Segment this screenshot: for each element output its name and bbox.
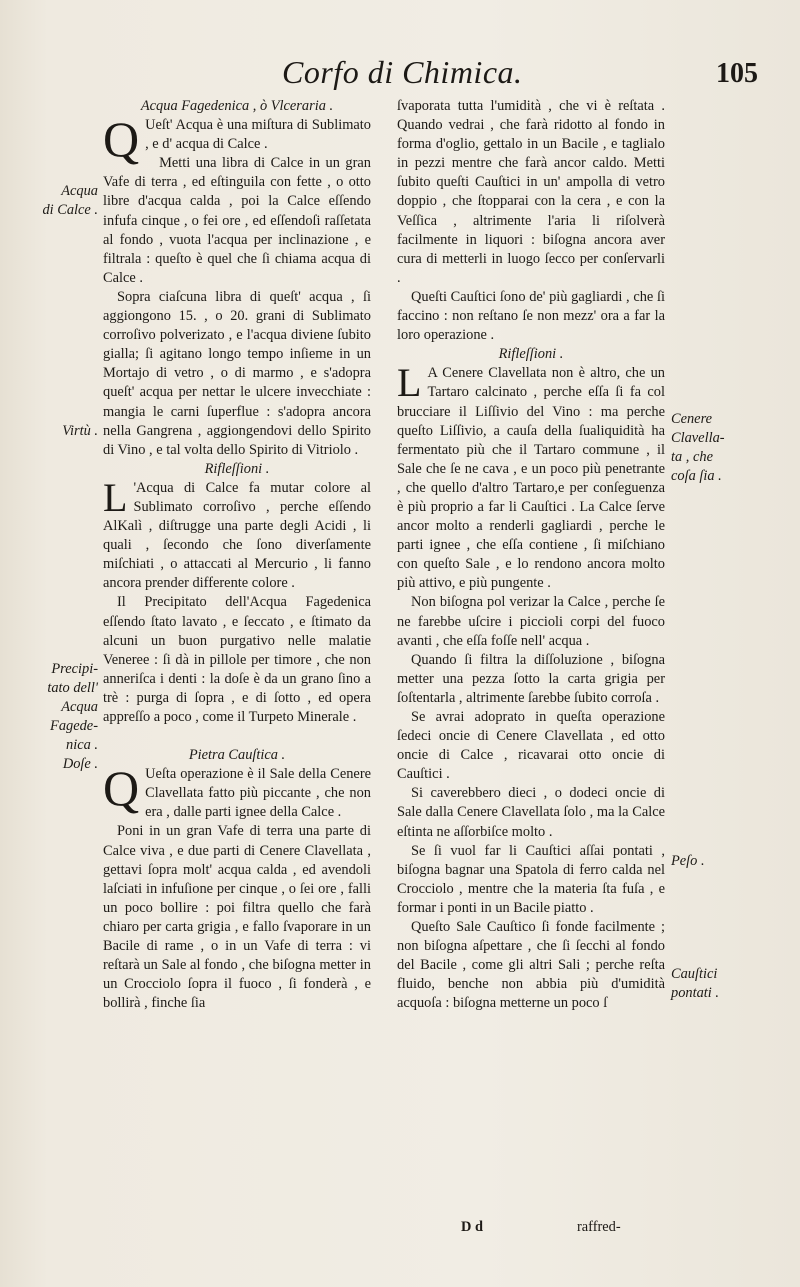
margin-note-line: Peſo . — [671, 853, 705, 869]
drop-cap: Q — [103, 111, 140, 168]
margin-note-line: ta , che — [671, 449, 713, 466]
paragraph-text: Ueſta operazione è il Sale della Cenere Clavellata fatto più piccante , che non era , dalle parti ignee della Calce . — [145, 766, 371, 821]
margin-note-line: Acqua — [61, 183, 98, 199]
paragraph: Non biſogna pol verizar la Calce , perche ſe ne farebbe uſcire i piccioli corpi del fuoco avanti , che eſſa foſſe nell' acqua . — [397, 594, 665, 649]
paragraph: Sopra ciaſcuna libra di queſt' acqua , ſi aggiongono 15. , o 20. grani di Sublimato corroſivo polverizato , e l'acqua diviene ſubito gialla; ſi agitano longo tempo inſieme in un Mortajo di vetro , o di marmo , e s'adopra queſt' acqua per nettar le ulcere invecchiate : mangia le carni ſuperflue : s'adopra ancora nella Gangrena , aggiongendovi dello Spirito di Vino , e tal volta dello Spirito di Vitriolo . — [103, 288, 371, 458]
margin-note-line: Doſe . — [62, 756, 98, 772]
paragraph: Queſto Sale Cauſtico ſi fonde facilmente ; non biſogna aſpettare , che ſi ſecchi al fondo del Bacile , come gli altri Sali ; perche reſta fluido, benche non abbia più d'umidità acquoſa : biſogna metterne un poco ſ — [397, 919, 665, 1012]
drop-cap: L — [103, 474, 128, 520]
left-column — [103, 97, 371, 1013]
margin-note-line: Cenere — [671, 411, 713, 427]
drop-cap: L — [397, 360, 422, 406]
drop-cap: Q — [103, 760, 140, 817]
right-column — [397, 97, 665, 1014]
section-title-riflessioni: Rifleſſioni . — [204, 460, 270, 477]
paragraph: Quando ſi filtra la diſſoluzione , biſogna metter una pezza ſotto la carta grigia per ſoſtentarla , altrimente ſarebbe ſubito corroſa . — [397, 651, 665, 706]
margin-note-line: coſa ſia . — [671, 468, 722, 485]
margin-note-line: Acqua — [61, 699, 98, 716]
paragraph-text: 'Acqua di Calce fa mutar colore al Sublimato corroſivo , perche eſſendo AlKalì , diſtrugge una parte degli Acidi , li quali , ſecondo che ſono diverſamente miſchiati , o attaccati al Mercurio , li fanno ancora prender differente colore . — [103, 479, 371, 592]
section-title-riflessioni: Rifleſſioni . — [498, 346, 564, 363]
signature-mark: D d — [461, 1219, 483, 1235]
paragraph — [397, 360, 665, 593]
margin-note-caustici-pontati — [671, 965, 719, 1003]
paragraph: Se ſi vuol far li Cauſtici aſſai pontati , biſogna bagnar una Spatola di ferro calda nel Crocciolo , mentre che la materia ſta fuſa , e formar i ponti in un Bacile piatto . — [397, 842, 665, 916]
margin-note-precipitato — [47, 660, 98, 755]
paragraph: Se avrai adoprato in queſta operazione ſedeci oncie di Cenere Clavellata , ed otto oncie di Calce , ricavarai otto oncie di Cauſtici . — [397, 709, 665, 783]
page-header — [0, 50, 800, 100]
margin-note-dose — [63, 755, 98, 774]
paragraph — [103, 111, 371, 168]
paragraph: Poni in un gran Vafe di terra una parte di Calce viva , e due parti di Cenere Clavellata , gettavi ſopra molt' acqua calda , ed avendoli laſciati in infuſione per cinque , o ſei ore , falli un poco bollire : poi filtra quello che farà chiaro per carta grigia , e fallo ſvaporare in un Bacile di rame , o in un Vafe di terra : vi reſtarà un Sale al fondo , che biſogna metter in un Crocciolo ſopra il fuoco , ſi fonderà , e bollirà , finche ſia — [103, 823, 371, 1012]
paragraph: ſvaporata tutta l'umidità , che vi è reſtata . Quando vedrai , che farà ridotto al fondo in forma d'oglio, gettalo in un Bacile , e taglialo in pezzi mentre che farà ancor caldo. Metti ſubito queſti Cauſtici in un' ampolla di vetro doppio , che ſtopparai con la cera , e con la Veſſica , altrimente l'aria li riſolverà facilmente in liquori : biſogna ancora aver cura di metterli in luogo ſecco per conſervarli . — [397, 98, 665, 286]
catchword: raffred- — [577, 1219, 621, 1235]
paragraph: Metti una libra di Calce in un gran Vafe di terra , ed eſtinguila con fette , o otto libre d'acqua calda , poi la Calce eſſendo infufa cinque , o fei ore , ed eſſendoſi raſſetata al fondo , vuota l'acqua per inclinazione , e filtrala : queſto è quel che ſi chiama acqua di Calce . — [103, 155, 371, 286]
paragraph — [103, 760, 371, 822]
margin-note-line: nica . — [66, 737, 98, 754]
margin-note-line: pontati . — [671, 985, 719, 1002]
paragraph: Si caverebbero dieci , o dodeci oncie di Sale dalla Cenere Clavellata ſolo , ma la Calce eſtinta ne aſſorbiſce molto . — [397, 785, 665, 840]
margin-note-line: di Calce . — [42, 202, 98, 219]
margin-note-line: Fagede- — [50, 718, 98, 735]
margin-note-acqua-di-calce — [42, 182, 98, 220]
margin-note-line: tato dell' — [47, 680, 98, 697]
margin-note-line: Cauſtici — [671, 966, 718, 982]
section-title-pietra-caustica: Pietra Cauſtica . — [188, 747, 286, 764]
running-title: Corfo di Chimica. — [282, 54, 523, 90]
margin-note-virtu — [62, 422, 98, 441]
paragraph-text: Ueſt' Acqua è una miſtura di Sublimato , e d' acqua di Calce . — [145, 117, 371, 153]
margin-note-line: Virtù . — [62, 423, 98, 439]
catchline — [397, 1218, 665, 1238]
page-number: 105 — [716, 58, 758, 89]
section-title-acqua-fagedenica: Acqua Fagedenica , ò Vlceraria . — [140, 98, 334, 114]
paragraph: Il Precipitato dell'Acqua Fagedenica eſſendo ſtato lavato , e ſeccato , e ſtimato da alcuni un buon purgativo nelle malatie Veneree : ſi dà in pillole per timore , che non anneriſca i denti : la doſe è da un grano ſino a trè : purga di ſopra , e di ſotto , ed opera appreſſo a poco , come il Turpeto Minerale . — [103, 594, 371, 725]
margin-note-peso — [671, 852, 705, 871]
margin-note-cenere-clavellata — [671, 410, 725, 486]
paragraph-text: A Cenere Clavellata non è altro, che un Tartaro calcinato , perche eſſa ſi fa col brucciare il Liſſivio del Vino : ma perche queſto Liſſivio, a cauſa della ſualiquidità ha fermentato più che il Tartaro commune , il Sale che ſe ne cava , e un poco più penetrante , che quello d'altro Tartaro,e per conſeguenza è più proprio a far li Cauſtici . La Calce ſerve ancor molto a renderli gagliardi , perche le parti ignee , che eſſa contiene , ſi miſchiano con queſto Sale , e lo rendono ancora molto più attivo, e più pungente . — [397, 365, 665, 592]
paragraph: Queſti Cauſtici ſono de' più gagliardi , che ſi faccino : non reſtano ſe non mezz' ora a far la loro operazione . — [397, 288, 665, 344]
paragraph — [103, 474, 371, 594]
margin-note-line: Precipi- — [51, 661, 98, 677]
margin-note-line: Clavella- — [671, 430, 725, 447]
